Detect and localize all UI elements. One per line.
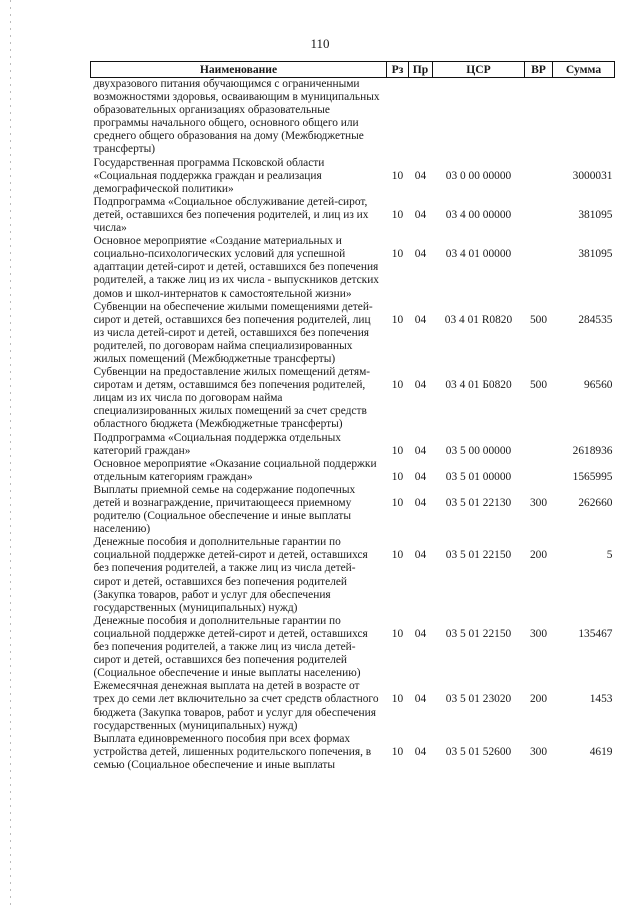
cell-pr: 04 (414, 208, 427, 221)
header-vr: ВР (525, 62, 553, 78)
table-row (91, 458, 615, 484)
page-number: 110 (310, 36, 330, 51)
cell-rz: 10 (391, 248, 404, 261)
cell-csr: 03 0 00 00000 (445, 169, 512, 182)
cell-name: Основное мероприятие «Оказание социальной поддержки отдельным категориям граждан» (93, 457, 377, 483)
cell-vr: 500 (529, 379, 548, 392)
cell-csr: 03 5 01 22130 (445, 496, 512, 509)
cell-csr: 03 4 01 Б0820 (445, 379, 512, 392)
table-row (91, 536, 615, 615)
cell-sum: 381095 (578, 208, 613, 221)
budget-table (90, 61, 615, 772)
cell-csr: 03 5 01 22150 (445, 627, 512, 640)
table-row (91, 235, 615, 300)
header-name: Наименование (91, 62, 387, 78)
cell-sum: 381095 (578, 248, 613, 261)
cell-pr: 04 (414, 444, 427, 457)
cell-name: Выплата единовременного пособия при всех формах устройства детей, лишенных родительского попечения, в семью (Социальное обеспечение и иные выплаты (93, 732, 372, 771)
cell-vr: 300 (529, 627, 548, 640)
table-row (91, 196, 615, 235)
table-row (91, 301, 615, 366)
cell-pr: 04 (414, 313, 427, 326)
cell-vr (525, 78, 553, 157)
cell-name: Субвенции на обеспечение жилыми помещениями детей-сирот и детей, оставшихся без попечения родителей, лиц из числа детей-сирот и детей, оставшихся без попечения родителей, по договорам найма специализированных жилых помещений (Межбюджетные трансферты) (93, 300, 373, 365)
cell-pr (409, 78, 433, 157)
cell-pr: 04 (414, 379, 427, 392)
table-row (91, 157, 615, 196)
cell-rz: 10 (391, 444, 404, 457)
cell-csr: 03 5 01 22150 (445, 549, 512, 562)
cell-name: Денежные пособия и дополнительные гарантии по социальной поддержке детей-сирот и детей, оставшихся без попечения родителей, а также лиц из числа детей-сирот и детей, оставшихся без попечения родителей (Закупка товаров, работ и услуг для обеспечения государственных (муниципальных) нужд) (93, 536, 368, 614)
cell-pr: 04 (414, 496, 427, 509)
cell-name: Денежные пособия и дополнительные гарантии по социальной поддержке детей-сирот и детей, оставшихся без попечения родителей, а также лиц из числа детей-сирот и детей, оставшихся без попечения родителей (Социальное обеспечение и иные выплаты населению) (93, 614, 368, 680)
cell-vr: 500 (529, 313, 548, 326)
cell-vr: 300 (529, 496, 548, 509)
cell-rz: 10 (391, 745, 404, 758)
header-pr: Пр (409, 62, 433, 78)
table-body (91, 78, 615, 772)
cell-sum: 96560 (584, 379, 613, 392)
table-row (91, 484, 615, 536)
table-row (91, 366, 615, 431)
cell-name: Выплаты приемной семье на содержание подопечных детей и вознаграждение, причитающееся приемному родителю (Социальное обеспечение и иные выплаты населению) (93, 483, 356, 536)
cell-name: Государственная программа Псковской области «Социальная поддержка граждан и реализация демографической политики» (93, 156, 325, 195)
cell-rz: 10 (391, 208, 404, 221)
cell-pr: 04 (414, 248, 427, 261)
cell-vr (525, 157, 553, 196)
cell-sum: 5 (606, 549, 613, 562)
table-row (91, 615, 615, 680)
cell-csr: 03 4 01 00000 (445, 248, 512, 261)
cell-rz: 10 (391, 470, 404, 483)
cell-csr: 03 4 00 00000 (445, 208, 512, 221)
cell-name: Подпрограмма «Социальное обслуживание детей-сирот, детей, оставшихся без попечения родителей, и лиц из их числа» (93, 195, 369, 235)
cell-csr: 03 4 01 R0820 (444, 313, 513, 326)
cell-name: Ежемесячная денежная выплата на детей в возрасте от трех до семи лет включительно за счет средств областного бюджета (Закупка товаров, работ и услуг для обеспечения государственных (муниципальных) нужд) (93, 680, 379, 732)
cell-vr: 300 (529, 745, 548, 758)
cell-vr (525, 235, 553, 300)
cell-name: двухразового питания обучающимся с ограниченными возможностями здоровья, осваивающим в муниципальных образовательных организациях образовательные программы начального общего, основного общего или среднего общего образования на дому (Межбюджетные трансферты) (93, 78, 380, 156)
cell-pr: 04 (414, 549, 427, 562)
cell-rz: 10 (391, 627, 404, 640)
cell-pr: 04 (414, 470, 427, 483)
cell-pr: 04 (414, 745, 427, 758)
cell-rz: 10 (391, 549, 404, 562)
cell-csr: 03 5 01 00000 (445, 470, 512, 483)
cell-sum: 284535 (578, 313, 613, 326)
cell-name: Подпрограмма «Социальная поддержка отдельных категорий граждан» (93, 431, 341, 457)
table-row (91, 78, 615, 157)
cell-pr: 04 (414, 693, 427, 706)
cell-pr: 04 (414, 169, 427, 182)
header-rz: Рз (387, 62, 409, 78)
cell-vr (525, 196, 553, 235)
cell-rz: 10 (391, 496, 404, 509)
cell-sum (553, 78, 615, 157)
cell-rz: 10 (391, 169, 404, 182)
header-csr: ЦСР (433, 62, 525, 78)
table-row (91, 432, 615, 458)
table-header (91, 62, 615, 78)
cell-sum: 3000031 (572, 169, 613, 182)
cell-vr: 200 (529, 693, 548, 706)
cell-csr: 03 5 01 23020 (445, 693, 512, 706)
cell-csr: 03 5 01 52600 (445, 745, 512, 758)
cell-pr: 04 (414, 627, 427, 640)
header-sum: Сумма (553, 62, 615, 78)
cell-vr (525, 432, 553, 458)
cell-rz: 10 (391, 313, 404, 326)
cell-sum: 4619 (589, 745, 613, 758)
table-row (91, 733, 615, 772)
cell-sum: 1453 (589, 693, 613, 706)
cell-vr (525, 458, 553, 484)
cell-sum: 262660 (578, 496, 613, 509)
cell-rz: 10 (391, 379, 404, 392)
cell-name: Основное мероприятие «Создание материальных и социально-психологических условий для успешной адаптации детей-сирот и детей, оставшихся без попечения родителей, а также лиц из их числа - выпускников детских домов и школ-интернатов к самостоятельной жизни» (93, 235, 379, 300)
cell-sum: 135467 (578, 627, 613, 640)
cell-sum: 1565995 (572, 470, 613, 483)
cell-rz: 10 (391, 693, 404, 706)
cell-sum: 2618936 (572, 444, 613, 457)
scan-margin-line (10, 0, 11, 905)
table-row (91, 680, 615, 732)
cell-rz (387, 78, 409, 157)
cell-csr (433, 78, 525, 157)
cell-csr: 03 5 00 00000 (445, 444, 512, 457)
cell-name: Субвенции на предоставление жилых помещений детям-сиротам и детям, оставшимся без попечения родителей, лицам из их числа по договорам найма специализированных жилых помещений за счет средств областного бюджета (Межбюджетные трансферты) (93, 366, 371, 431)
cell-vr: 200 (529, 549, 548, 562)
